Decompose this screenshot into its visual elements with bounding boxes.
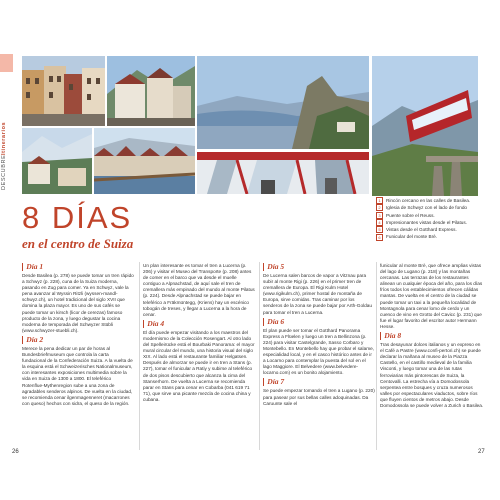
legend-text: Impresionantes vistas desde el Pilatus. bbox=[386, 219, 468, 225]
photo-basel-street bbox=[22, 56, 105, 126]
legend-text: Rincón cercano en las calles de Basilea. bbox=[386, 198, 471, 203]
day-text: Un plan interesante es tomar el tren a Lucerna (p. 206) y visitar el Museo del Transporte (p. 208) antes de comer en el barco que va desde el muelle contiguo a Alpnachstad, de aquí sale el tren de cremallera más empinado del mundo al monte Pilatus (p. 224). Desde Alpnachstad se puede bajar en teleférico a Fräkmüntegg, (Kriens) hay un escénico tobogán de treses, y llegar a Lucerna a la hora de cenar. bbox=[143, 263, 255, 317]
day-heading bbox=[22, 336, 134, 344]
day-heading bbox=[22, 263, 134, 271]
legend-number: 2 bbox=[376, 204, 383, 211]
topic-name: Itinerarios bbox=[1, 121, 7, 155]
day-text: De Lucerna salen barcos de vapor a Vitznau para subir al monte Rigi (p. 226) en el primer tren de cremallera de Europa. El Rigi Kulm Hotel (www.rigikulm.ch), primer hostal de montaña de Europa, sirve comidas. Tras caminar por los senderos de la zona se puede bajar por Arth-Goldau para tomar el tren a Lucerna. bbox=[263, 273, 372, 315]
day-text: El día puede empezar visitando a los maestros del modernismo de la Colección Rosengart. Al otro lado del Spelleirücke está el Bourbaki Panorama: el mayor mural circular del mundo, una historia visual del siglo XIX. Al lado está el restaurante familiar Helgatsen. Después de almorzar se puede ir en tren a Stans (p. 227), tomar el funicular a Ratiy y subirse al teleférico de dos pisos descubierto que alcanza la cima del Stanserhorn. De vuelta a Lucerna se recomienda parar en Stans para cenar en Cobarba (041 619 71 71), que sirve una picante mezcla de cocina china y cubana. bbox=[143, 329, 255, 402]
legend-number: 4 bbox=[376, 219, 383, 226]
photo-reuss-bridge bbox=[22, 128, 92, 194]
photo-schwyz-church bbox=[107, 56, 195, 126]
photo-lucerne bbox=[94, 128, 195, 194]
section-tab bbox=[0, 54, 13, 72]
column-divider bbox=[259, 262, 260, 450]
photo-pilatus-view bbox=[197, 56, 369, 149]
day-label: Día 7 bbox=[267, 377, 285, 387]
day-heading bbox=[263, 378, 375, 386]
day-label: Día 2 bbox=[26, 334, 44, 344]
day-text: Se puede empezar tomando el tren a Lugano (p. 220) para pasear por sus bellas calles adoquinadas. Da Caruunte sale el bbox=[263, 388, 375, 406]
column-2 bbox=[143, 263, 255, 405]
day-label: Día 5 bbox=[267, 261, 285, 271]
page-number-left: 26 bbox=[12, 449, 19, 455]
legend-number: 6 bbox=[376, 234, 383, 241]
legend-number: 1 bbox=[376, 197, 383, 204]
section-label bbox=[1, 75, 13, 190]
day-label: Día 8 bbox=[384, 330, 402, 340]
photo-gotthard-express bbox=[197, 152, 369, 194]
legend-item bbox=[376, 212, 488, 219]
legend-text: Puente sobre el Reuss. bbox=[386, 212, 435, 218]
column-3 bbox=[263, 263, 375, 409]
day-text: Merece la pena dedicar un par de horas al Bundesbriefmuseum que controla la carta fundacional de la Confederación Suiza. A la vuelta de la esquina está el Schweizerisches Nationalmuseum, con interesantes exposiciones multimedia sobre la vida en Suiza de 1300 a 1800. El teleférico Rotenflue-Mythenregion sube a una zona de agradables senderos alpinos. De vuelta en la ciudad, se recomienda cenar ilgenmagenneret (macarrones con queso) hechos con sidra, el queso de la región. bbox=[22, 345, 133, 406]
legend-item bbox=[376, 197, 488, 204]
legend-item bbox=[376, 219, 488, 226]
legend-text: Funicular del monte Brè. bbox=[386, 234, 438, 240]
column-divider bbox=[139, 262, 140, 450]
page-number-right: 27 bbox=[478, 449, 485, 455]
photo-mountain-train bbox=[372, 56, 478, 196]
day-label: Día 6 bbox=[267, 316, 285, 326]
legend-item bbox=[376, 204, 488, 211]
day-heading bbox=[263, 318, 375, 326]
day-text: Desde Basilea (p. 278) se puede tomar un tren rápido a Schwyz (p. 228), cuna de la Suiza moderna, pasando en Zug para comer. Ya en Schwyz, vale la pena avanzar al Wyssin Ritzli (wyssen-mandl-schwyz.ch), un hotel tradicional del siglo XVII que domina la plaza mayor. Es uno de sus cafés se puede tomar un kirsch (licor de cerezas) famoso producto de la zona, y luego degustar la cocina moderna de temporada del Schwyzer Stübli (www.schwyzer-stuebli.ch). bbox=[22, 273, 134, 333]
day-heading bbox=[380, 332, 484, 340]
column-divider bbox=[376, 262, 377, 450]
legend-text: Iglesia de Schwyz con el lado de fondo bbox=[386, 205, 468, 211]
day-text: El plan puede ser tomar el Gotthard Panorama Express a Flüelen y luego un tren a Bellinzona (p. 224) para visitar Castelgrande, Sasso Corbaro y Montebello. En Montebello hay que probar el salame, especialidad local, y en el casco histórico antes de ir a Locarno para contemplar la puesta del sol en el lago Maggiore. El Belvedere (www.belvedere-locarno.com) es un bonito alojamiento. bbox=[263, 327, 375, 376]
legend-item bbox=[376, 226, 488, 233]
day-heading bbox=[143, 320, 255, 328]
day-label: Día 4 bbox=[147, 318, 165, 328]
legend-number: 5 bbox=[376, 226, 383, 233]
photo-legend bbox=[376, 197, 488, 241]
legend-text: Vistas desde el Gotthard Express. bbox=[386, 227, 457, 233]
legend-number: 3 bbox=[376, 212, 383, 219]
column-4 bbox=[380, 263, 484, 411]
column-1 bbox=[22, 263, 134, 409]
day-text: funicular al monte Brè, que ofrece amplias vistas del lago de Lugano (p. 218) y las montañas cercanas. Las terrazas de los restaurantes alinean un cualquier época del año, para los días fríos todos los establecimientos ofrecen cálidas mantas. De vuelta en el centro de la ciudad se puede tomar un taxi a la pequeña localidad de Montagnola para cenar lomo de cerdo y un cuenco de vino en Grotto del Cavicc (p. 231) que fue el lugar favorito del escritor autor Hermann Hesse. bbox=[380, 263, 483, 329]
page-title: 8 DÍAS bbox=[22, 200, 133, 235]
day-text: Tras desayunar dolces italianos y un expreso en el Café a Pastre (www.confi-pertori.ch) se puede declarar la mañana al museo de la Piazza Castello, en el castillo medieval de la familia Visconti, y luego tomar una de las rutas ferroviarias más pintorescas de Suiza, la Centovalli. La estrecha vía a Domodossola serpentea entre bosques y cruza numerosos valles por espectaculares viaductos, sobre ríos que fluyen cientos de metros abajo. Desde Domodossola se puede volver a Zurich o Basilea. bbox=[380, 342, 484, 408]
section-name: DESCUBRE bbox=[1, 154, 7, 190]
legend-item bbox=[376, 233, 488, 240]
day-heading bbox=[263, 263, 375, 271]
day-label: Día 1 bbox=[26, 261, 44, 271]
page-subtitle: en el centro de Suiza bbox=[22, 236, 134, 251]
